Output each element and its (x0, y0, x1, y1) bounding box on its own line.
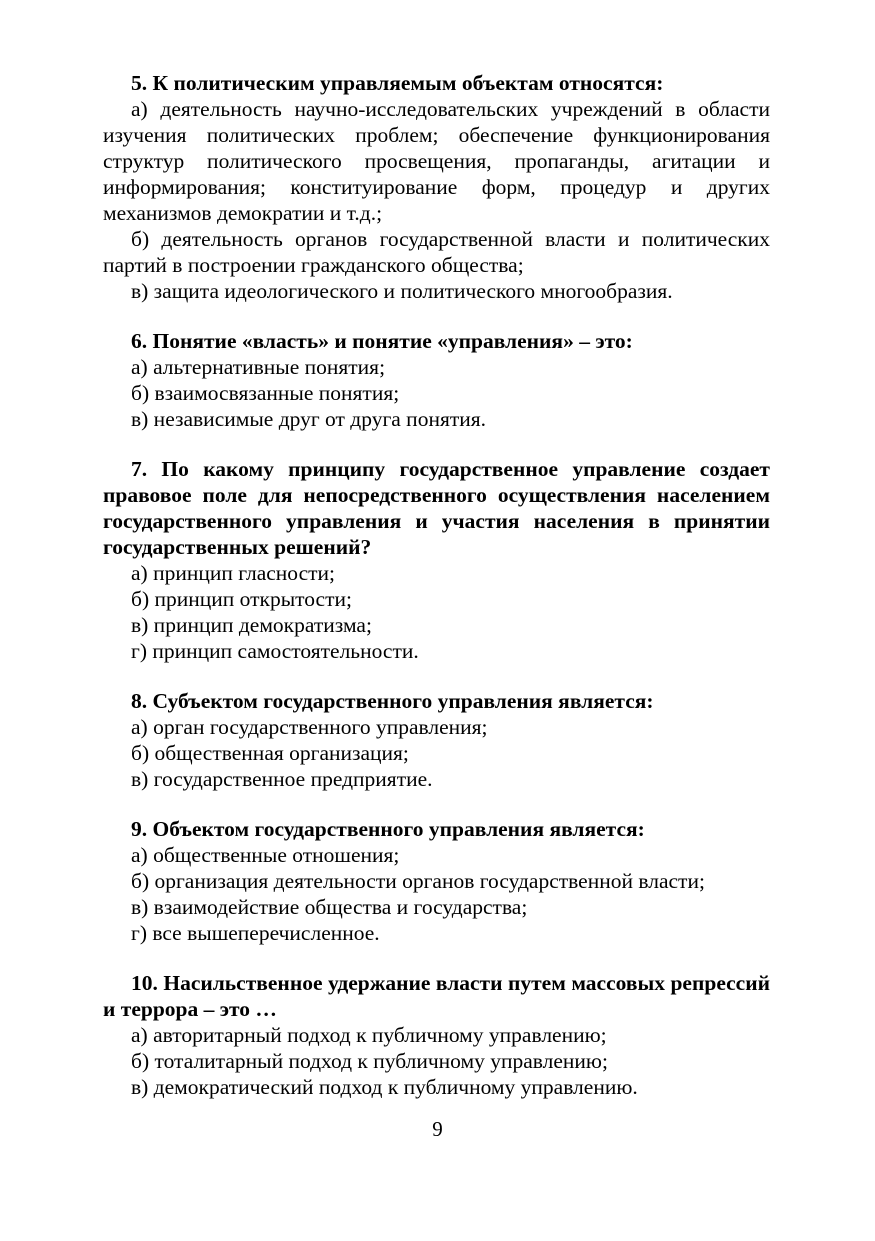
answer-option: в) демократический подход к публичному управлению. (131, 1075, 638, 1099)
answer-option: в) принцип демократизма; (131, 613, 372, 637)
answer-option: а) принцип гласности; (131, 561, 335, 585)
question-title: 5. К политическим управляемым объектам относятся: (131, 71, 664, 95)
question-6 (103, 328, 770, 432)
answer-option: а) деятельность научно-исследовательских учреждений в области изучения политических проблем; обеспечение функционирования структур политического просвещения, пропаганды, агитации и информирования; конституирование форм, процедур и других механизмов демократии и т.д.; (103, 97, 770, 225)
question-title: 6. Понятие «власть» и понятие «управления» – это: (131, 329, 633, 353)
question-9 (103, 816, 770, 946)
question-title: 10. Насильственное удержание власти путем массовых репрессий и террора – это … (103, 971, 770, 1021)
question-5 (103, 70, 770, 304)
answer-option: г) все вышеперечисленное. (131, 921, 380, 945)
question-title: 7. По какому принципу государственное управление создает правовое поле для непосредственного осуществления населением государственного управления и участия населения в принятии государственных решений? (103, 457, 770, 559)
question-7 (103, 456, 770, 664)
answer-option: г) принцип самостоятельности. (131, 639, 419, 663)
answer-option: б) деятельность органов государственной власти и политических партий в построении гражданского общества; (103, 227, 770, 277)
answer-option: а) авторитарный подход к публичному управлению; (131, 1023, 607, 1047)
answer-option: а) орган государственного управления; (131, 715, 488, 739)
answer-option: а) альтернативные понятия; (131, 355, 386, 379)
answer-option: в) государственное предприятие. (131, 767, 433, 791)
answer-option: в) взаимодействие общества и государства; (131, 895, 528, 919)
answer-option: б) организация деятельности органов государственной власти; (131, 869, 705, 893)
question-title: 8. Субъектом государственного управления является: (131, 689, 654, 713)
page-number: 9 (432, 1117, 443, 1141)
answer-option: б) тоталитарный подход к публичному управлению; (131, 1049, 608, 1073)
question-8 (103, 688, 770, 792)
question-10 (103, 970, 770, 1100)
answer-option: б) взаимосвязанные понятия; (131, 381, 400, 405)
answer-option: а) общественные отношения; (131, 843, 400, 867)
answer-option: б) общественная организация; (131, 741, 409, 765)
answer-option: в) независимые друг от друга понятия. (131, 407, 487, 431)
answer-option: б) принцип открытости; (131, 587, 352, 611)
question-title: 9. Объектом государственного управления является: (131, 817, 645, 841)
answer-option: в) защита идеологического и политического многообразия. (131, 279, 673, 303)
document-page (103, 70, 770, 1124)
